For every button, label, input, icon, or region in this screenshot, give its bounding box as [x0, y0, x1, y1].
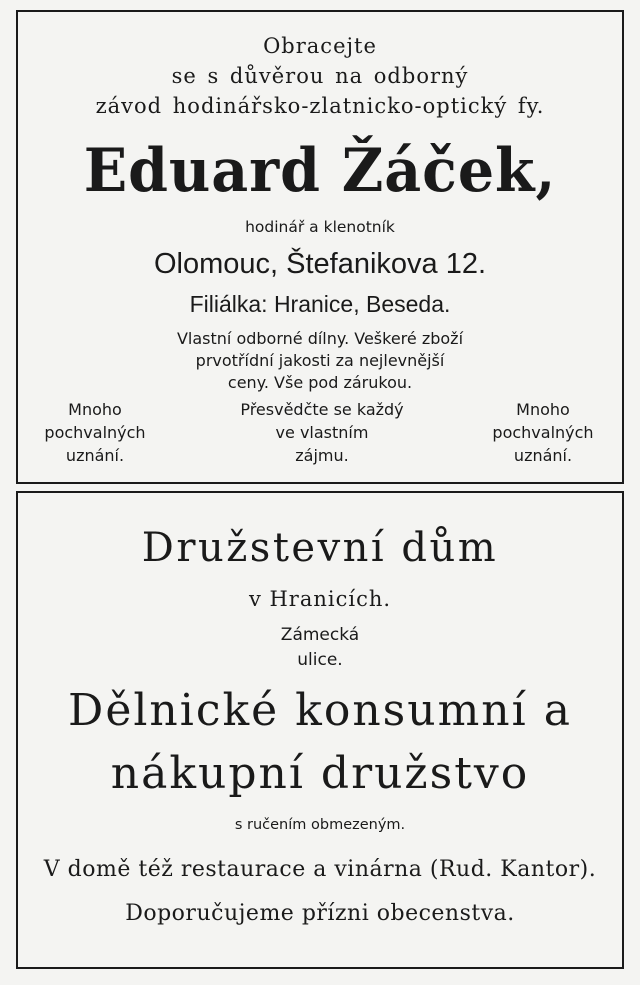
body-line-2: prvotřídní jakosti za nejlevnější	[195, 351, 445, 370]
branch: Filiálka: Hranice, Beseda.	[189, 291, 451, 317]
right-column-line: uznání.	[513, 446, 573, 465]
left-column-line: Mnoho	[68, 400, 122, 419]
intro-line-3: závod hodinářsko-zlatnicko-optický fy.	[95, 94, 545, 118]
advertisement-druzstevni-dum	[16, 491, 624, 969]
right-column-line: Mnoho	[516, 400, 570, 419]
left-column-line: pochvalných	[44, 423, 146, 442]
body-line-1: Vlastní odborné dílny. Veškeré zboží	[176, 329, 464, 348]
center-column-line: zájmu.	[295, 446, 349, 465]
restaurant-note: V domě též restaurace a vinárna (Rud. Kantor).	[43, 857, 597, 882]
left-column-line: uznání.	[65, 446, 125, 465]
cooperative-line-2: nákupní družstvo	[110, 748, 530, 799]
recommendation: Doporučujeme přízni obecenstva.	[125, 901, 515, 926]
address: Olomouc, Štefanikova 12.	[153, 248, 487, 280]
left-column	[30, 398, 160, 467]
center-column	[202, 398, 442, 467]
place: v Hranicích.	[248, 587, 392, 611]
intro-line-2: se s důvěrou na odborný	[171, 64, 469, 88]
advertisement-eduard-zacek	[16, 10, 624, 484]
center-column-line: ve vlastním	[275, 423, 369, 442]
right-column-line: pochvalných	[492, 423, 594, 442]
street-line-2: ulice.	[297, 650, 343, 670]
right-column	[478, 398, 608, 467]
liability-note: s ručením obmezeným.	[234, 817, 406, 833]
intro-line-1: Obracejte	[263, 34, 377, 58]
ad-title: Družstevní dům	[141, 525, 499, 571]
profession: hodinář a klenotník	[245, 218, 395, 236]
body-line-3: ceny. Vše pod zárukou.	[227, 373, 413, 392]
company-name: Eduard Žáček,	[83, 136, 557, 206]
street-line-1: Zámecká	[280, 625, 360, 645]
cooperative-line-1: Dělnické konsumní a	[68, 685, 572, 736]
center-column-line: Přesvědčte se každý	[240, 400, 404, 419]
